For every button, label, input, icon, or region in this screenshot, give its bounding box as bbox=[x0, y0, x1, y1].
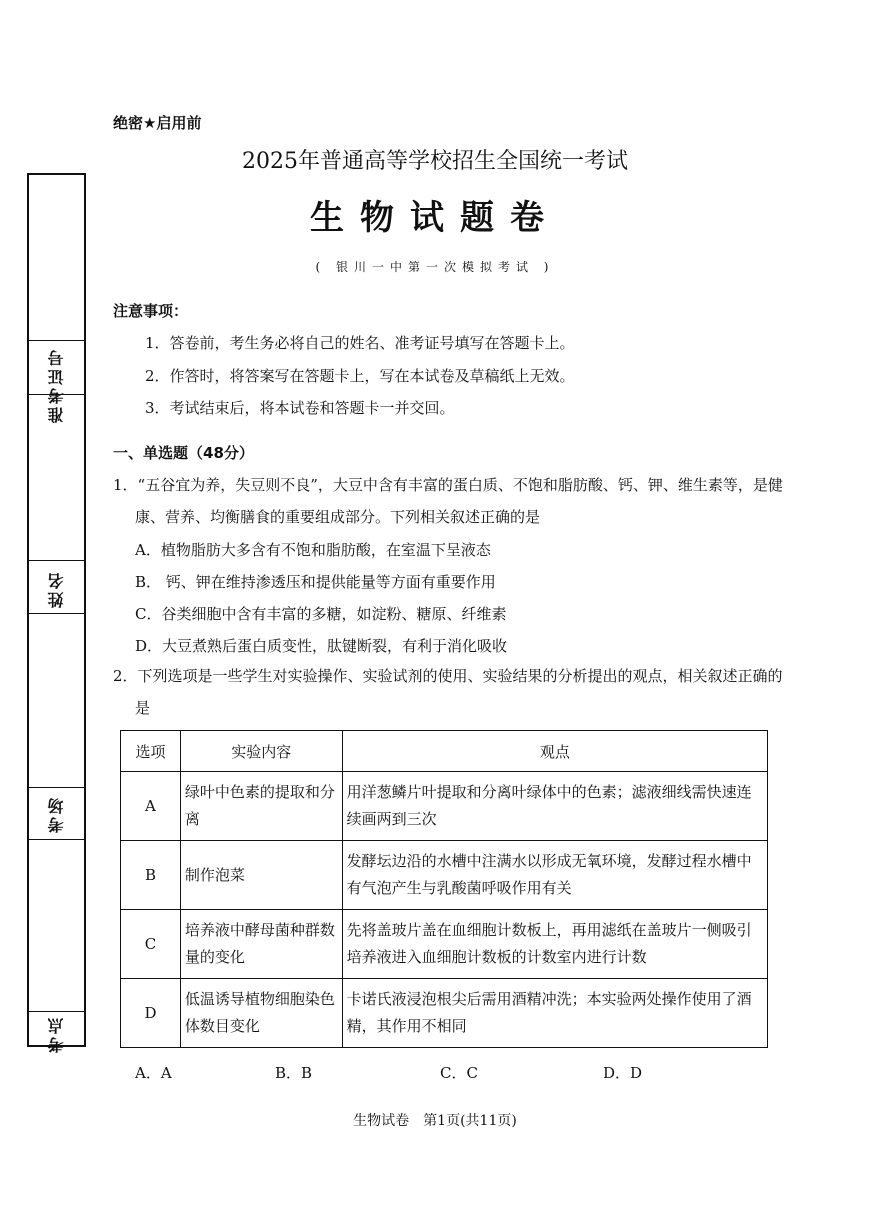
table-cell: 卡诺氏液浸泡根尖后需用酒精冲洗；本实验两处操作使用了酒精，其作用不相同 bbox=[342, 979, 767, 1048]
label-text: 准考证号 bbox=[46, 347, 66, 423]
table-cell: 先将盖玻片盖在血细胞计数板上，再用滤纸在盖玻片一侧吸引培养液进入血细胞计数板的计数室内进行计数 bbox=[342, 910, 767, 979]
secrecy-mark: 绝密★启用前 bbox=[113, 114, 202, 132]
strip-divider bbox=[29, 839, 84, 840]
table-cell: 低温诱导植物细胞染色体数目变化 bbox=[180, 979, 342, 1048]
q2-answer-c: C．C bbox=[440, 1064, 478, 1082]
label-text: 考场 bbox=[46, 795, 66, 833]
page-footer: 生物试卷 第1页(共11页) bbox=[353, 1113, 517, 1129]
exam-subtitle: ( 银川一中第一次模拟考试 ) bbox=[315, 260, 555, 274]
table-cell: 发酵坛边沿的水槽中注满水以形成无氧环境，发酵过程水槽中有气泡产生与乳酸菌呼吸作用有关 bbox=[342, 841, 767, 910]
strip-label-name bbox=[29, 570, 84, 608]
table-header: 观点 bbox=[342, 731, 767, 772]
label-text: 考点 bbox=[46, 1015, 66, 1053]
q2-answer-a: A．A bbox=[135, 1064, 172, 1082]
strip-label-exam-room bbox=[29, 795, 84, 833]
strip-divider bbox=[29, 1011, 84, 1012]
q2-answer-d: D．D bbox=[603, 1064, 643, 1082]
subject-title: 生物试题卷 bbox=[310, 198, 560, 238]
table-header: 实验内容 bbox=[180, 731, 342, 772]
question-1-stem: 1．“五谷宜为养，失豆则不良”，大豆中含有丰富的蛋白质、不饱和脂肪酸、钙、钾、维生素等，是健康、营养、均衡膳食的重要组成部分。下列相关叙述正确的是 bbox=[113, 476, 783, 526]
strip-divider bbox=[29, 613, 84, 614]
strip-label-admission-number bbox=[29, 347, 84, 423]
notice-item: 3．考试结束后，将本试卷和答题卡一并交回。 bbox=[145, 399, 455, 417]
experiment-table bbox=[120, 730, 768, 1048]
notice-item: 1．答卷前，考生务必将自己的姓名、准考证号填写在答题卡上。 bbox=[145, 334, 575, 352]
table-row bbox=[121, 910, 768, 979]
table-cell: A bbox=[121, 772, 181, 841]
q2-answer-b: B．B bbox=[275, 1064, 313, 1082]
table-header: 选项 bbox=[121, 731, 181, 772]
strip-divider bbox=[29, 340, 84, 341]
section-heading: 一、单选题（48分） bbox=[113, 444, 254, 462]
table-row bbox=[121, 841, 768, 910]
q1-option-d: D．大豆煮熟后蛋白质变性，肽键断裂，有利于消化吸收 bbox=[135, 637, 508, 655]
table-row bbox=[121, 772, 768, 841]
exam-title: 2025年普通高等学校招生全国统一考试 bbox=[242, 149, 628, 174]
q1-option-a: A．植物脂肪大多含有不饱和脂肪酸，在室温下呈液态 bbox=[135, 541, 491, 559]
question-2-stem: 2．下列选项是一些学生对实验操作、实验试剂的使用、实验结果的分析提出的观点，相关叙述正确的是 bbox=[113, 667, 783, 717]
binding-strip bbox=[27, 173, 86, 1053]
table-cell: D bbox=[121, 979, 181, 1048]
table-cell: C bbox=[121, 910, 181, 979]
label-text: 姓名 bbox=[46, 570, 66, 608]
table-header-row bbox=[121, 731, 768, 772]
q1-option-c: C．谷类细胞中含有丰富的多糖，如淀粉、糖原、纤维素 bbox=[135, 605, 507, 623]
table-cell: 培养液中酵母菌种群数量的变化 bbox=[180, 910, 342, 979]
table-row bbox=[121, 979, 768, 1048]
strip-divider bbox=[29, 787, 84, 788]
table-cell: 用洋葱鳞片叶提取和分离叶绿体中的色素；滤液细线需快速连续画两到三次 bbox=[342, 772, 767, 841]
table-cell: 制作泡菜 bbox=[180, 841, 342, 910]
notice-heading: 注意事项： bbox=[113, 302, 189, 320]
notice-item: 2．作答时，将答案写在答题卡上，写在本试卷及草稿纸上无效。 bbox=[145, 367, 575, 385]
strip-divider bbox=[29, 560, 84, 561]
strip-label-exam-site bbox=[29, 1015, 84, 1053]
q1-option-b: B． 钙、钾在维持渗透压和提供能量等方面有重要作用 bbox=[135, 573, 496, 591]
table-cell: B bbox=[121, 841, 181, 910]
table-cell: 绿叶中色素的提取和分离 bbox=[180, 772, 342, 841]
